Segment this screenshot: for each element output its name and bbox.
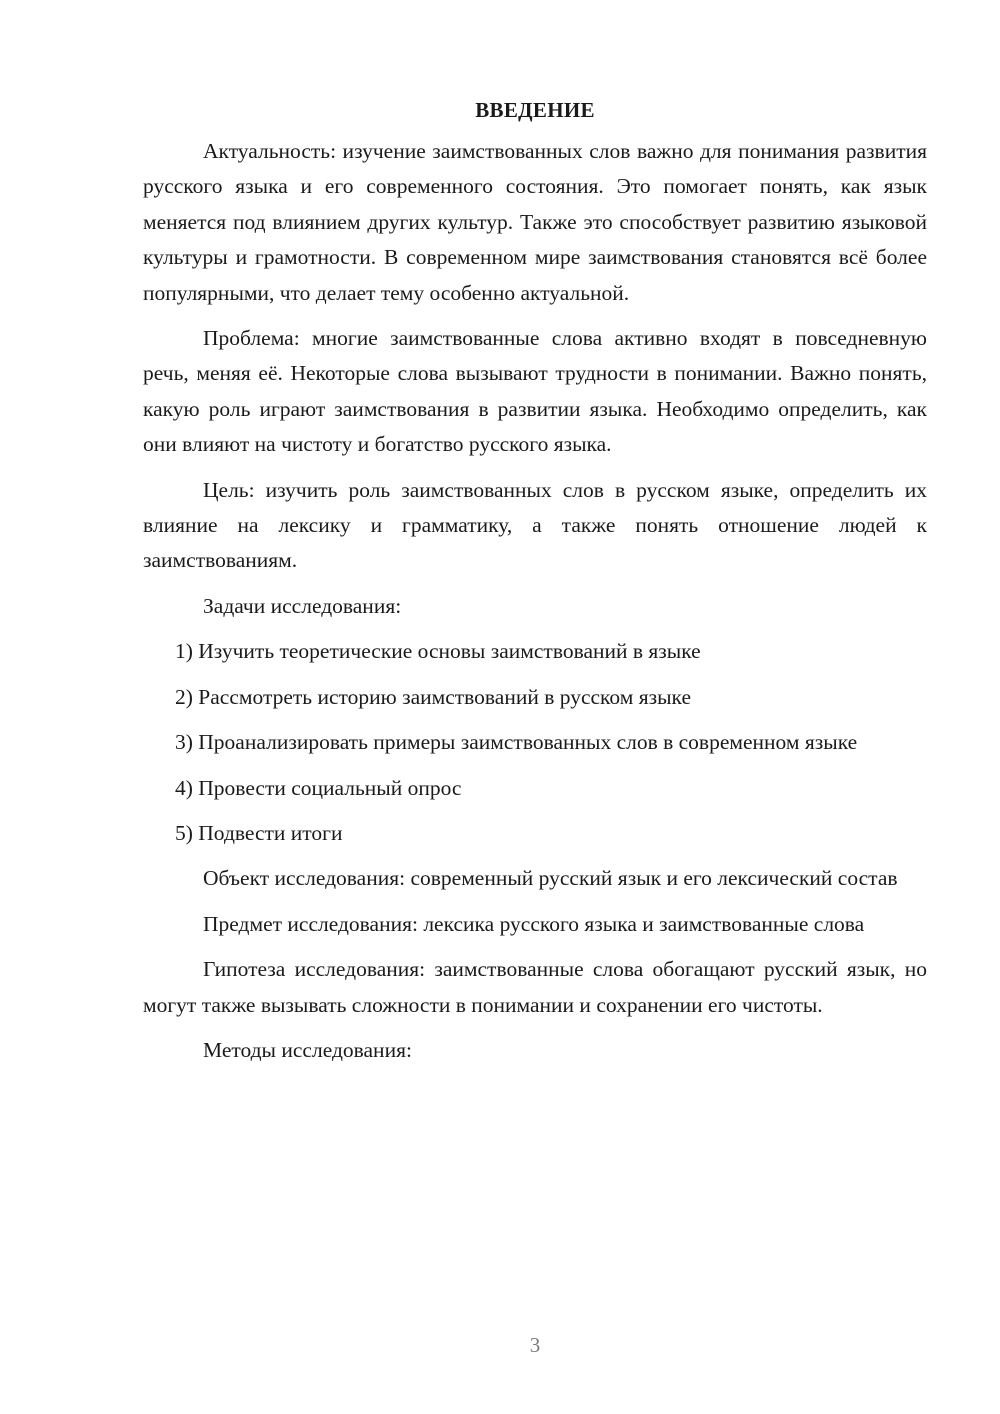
paragraph-hypothesis: Гипотеза исследования: заимствованные слова обогащают русский язык, но могут также вызывать сложности в понимании и сохранении его чистоты. xyxy=(143,957,927,1017)
paragraph-problem: Проблема: многие заимствованные слова активно входят в повседневную речь, меняя её. Некоторые слова вызывают трудности в понимании. Важно понять, какую роль играют заимствования в развитии языка. Необходимо определить, как они влияют на чистоту и богатство русского языка. xyxy=(143,326,927,457)
section-title: ВВЕДЕНИЕ xyxy=(475,98,595,122)
tasks-list xyxy=(143,634,927,851)
list-item: 2) Рассмотреть историю заимствований в русском языке xyxy=(175,684,691,709)
list-item: 3) Проанализировать примеры заимствованных слов в современном языке xyxy=(175,730,858,755)
paragraph-goal: Цель: изучить роль заимствованных слов в русском языке, определить их влияние на лексику и грамматику, а также понять отношение людей к заимствованиям. xyxy=(143,477,927,573)
list-item: 1) Изучить теоретические основы заимствований в языке xyxy=(175,639,701,664)
paragraph-object: Объект исследования: современный русский язык и его лексический состав xyxy=(203,866,898,891)
paragraph-subject: Предмет исследования: лексика русского языка и заимствованные слова xyxy=(203,911,865,936)
page-number: 3 xyxy=(529,1333,541,1357)
paragraph-relevance: Актуальность: изучение заимствованных слов важно для понимания развития русского языка и его современного состояния. Это помогает понять, как язык меняется под влиянием других культур. Также это способствует развитию языковой культуры и грамотности. В современном мире заимствования становятся всё более популярными, что делает тему особенно актуальной. xyxy=(143,139,927,305)
methods-heading: Методы исследования: xyxy=(203,1037,412,1062)
document-page xyxy=(143,93,927,1078)
list-item: 4) Провести социальный опрос xyxy=(175,775,462,800)
list-item: 5) Подвести итоги xyxy=(175,820,343,845)
tasks-heading: Задачи исследования: xyxy=(203,593,402,618)
